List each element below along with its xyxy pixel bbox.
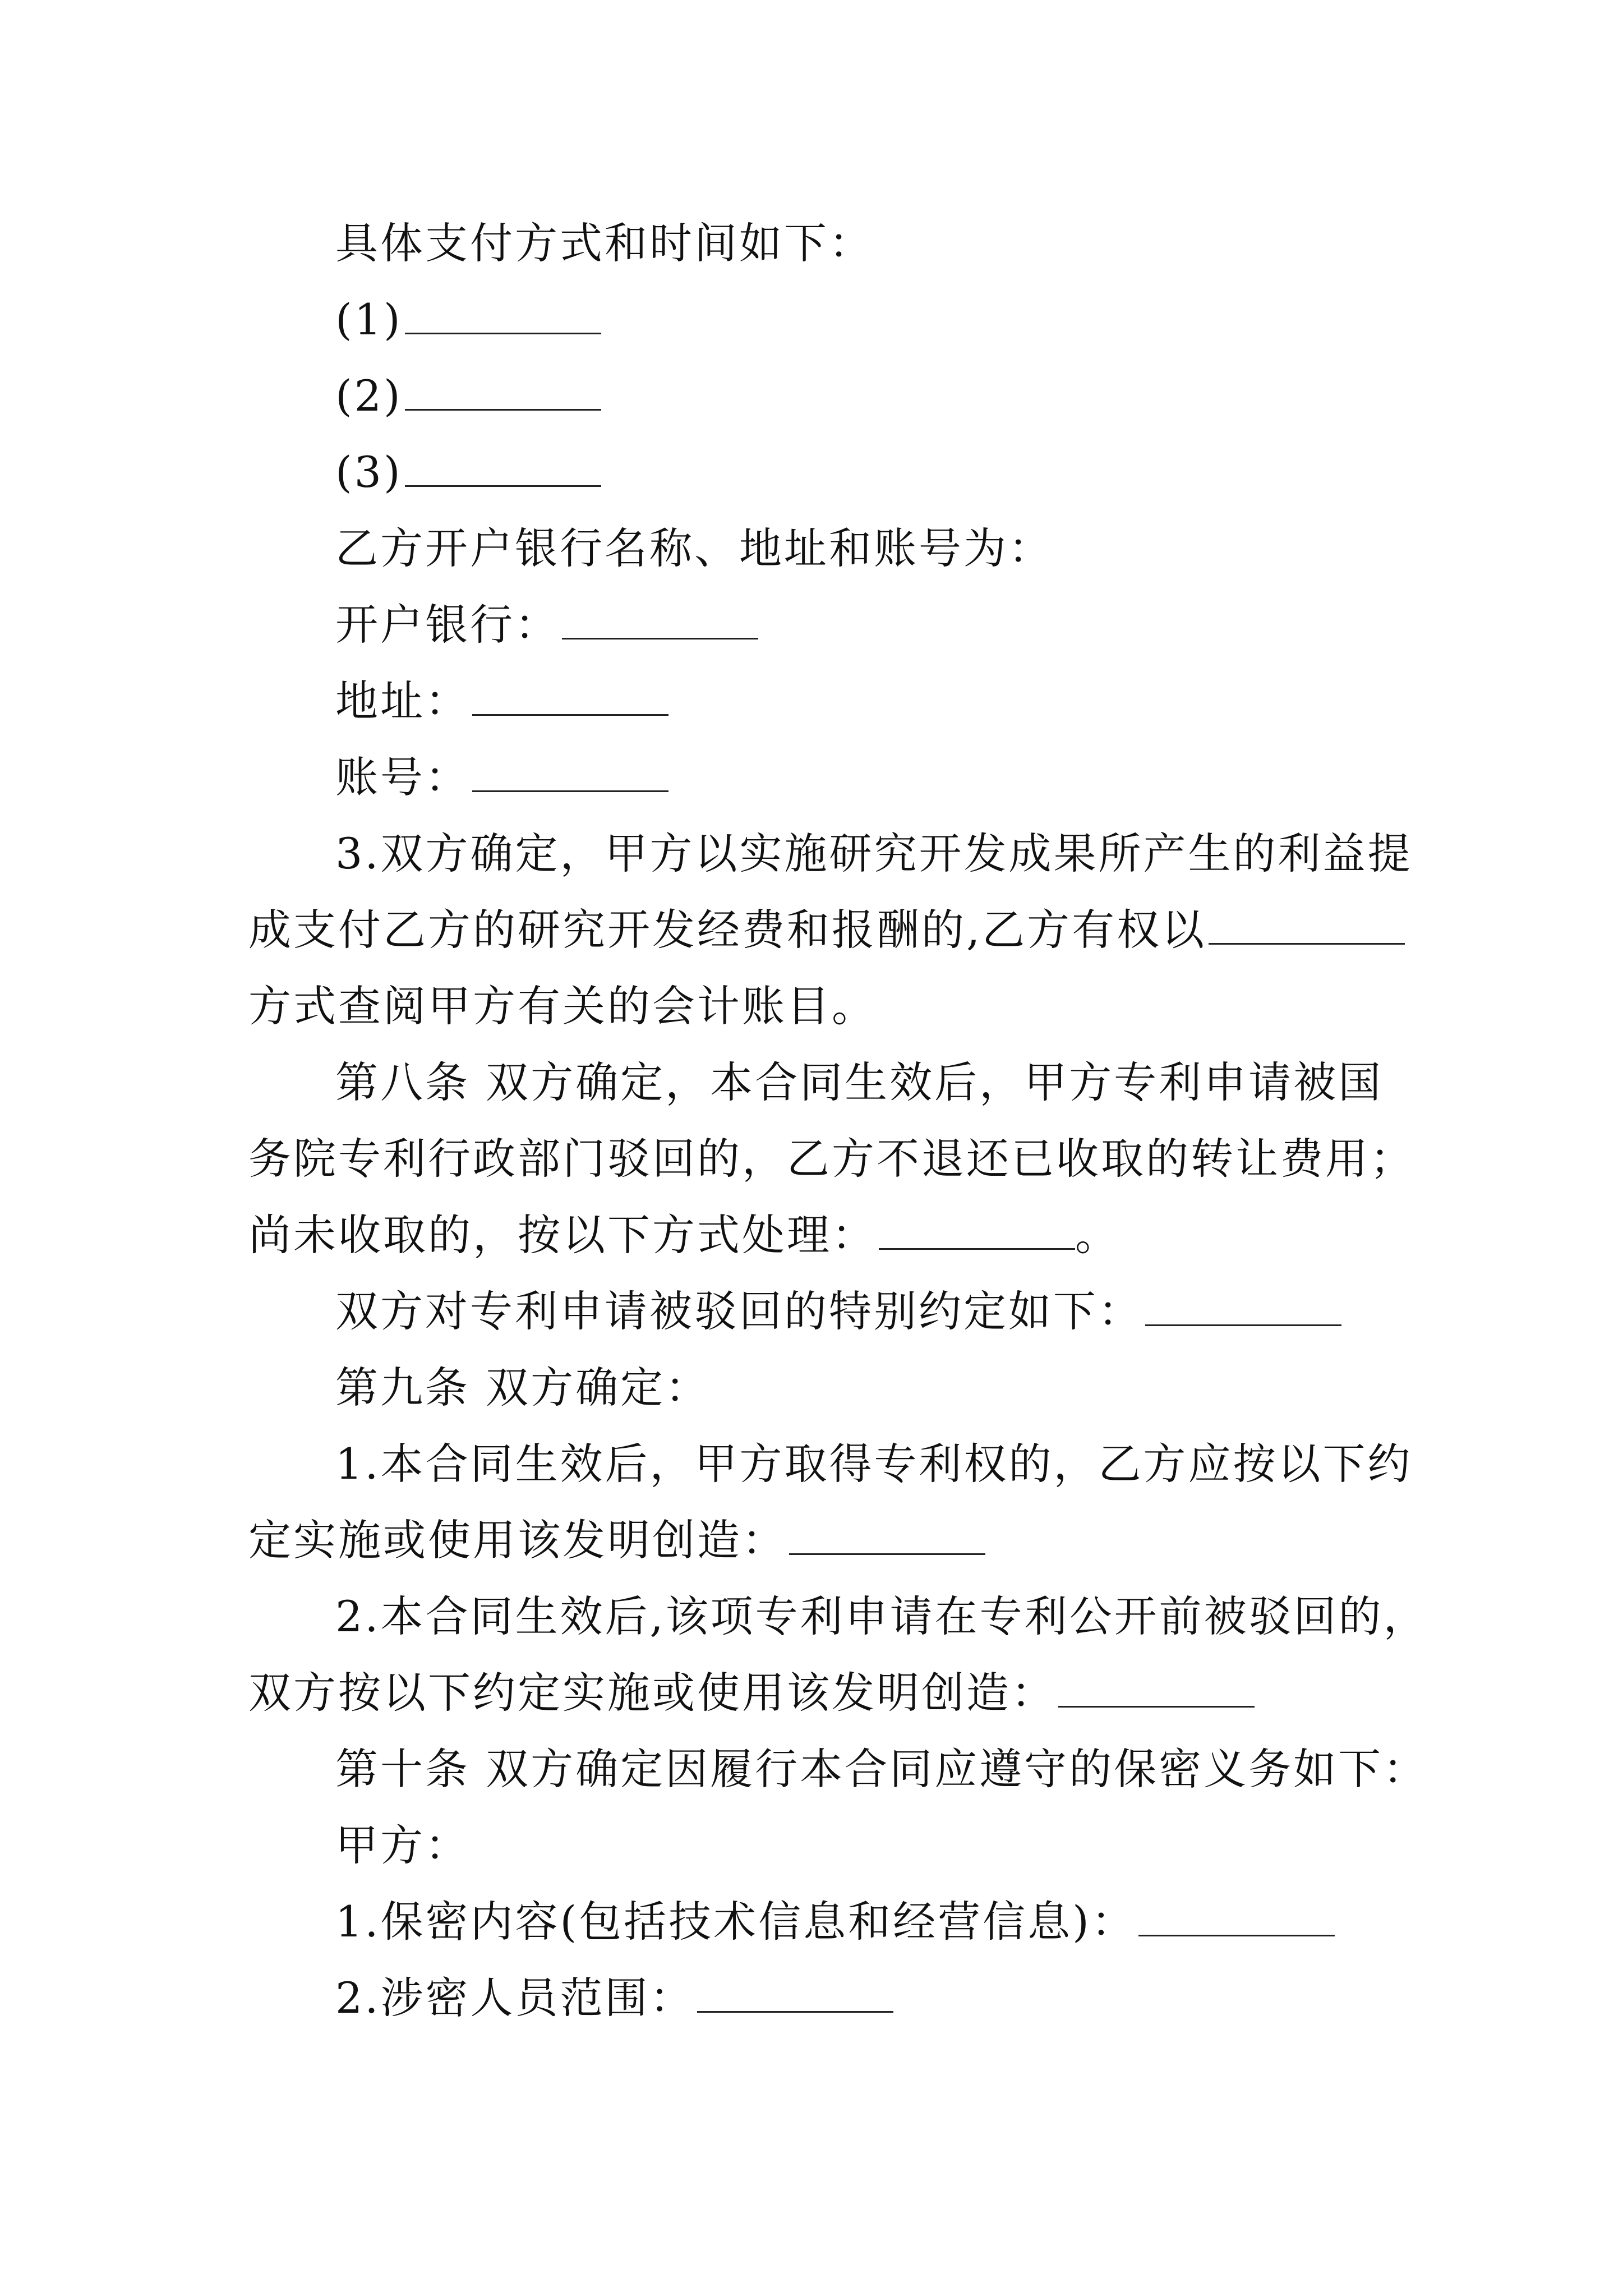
fill-blank xyxy=(405,297,601,334)
fill-blank xyxy=(472,678,668,716)
article-9-item-2-line-1: 2.本合同生效后,该项专利申请在专利公开前被驳回的， xyxy=(335,1591,1428,1641)
clause-3-line-3: 方式查阅甲方有关的会计账目。 xyxy=(248,981,877,1031)
fill-blank xyxy=(562,602,758,639)
party-a-label: 甲方： xyxy=(335,1820,470,1870)
clause-3-line-1: 3.双方确定，甲方以实施研究开发成果所产生的利益提 xyxy=(335,829,1413,878)
fill-blank xyxy=(405,449,601,487)
article-9-item-2-line-2: 双方按以下约定实施或使用该发明创造： xyxy=(248,1665,1255,1721)
rejection-special-terms: 双方对专利申请被驳回的特别约定如下： xyxy=(335,1283,1341,1340)
article-9-item-1-line-2: 定实施或使用该发明创造： xyxy=(248,1512,985,1568)
fill-blank xyxy=(1145,1289,1341,1326)
bank-name-line: 开户银行： xyxy=(335,597,758,653)
article-8-line-2: 务院专利行政部门驳回的，乙方不退还已收取的转让费用； xyxy=(248,1134,1415,1184)
payment-method-heading: 具体支付方式和时间如下： xyxy=(335,218,874,268)
article-8-line-3: 尚未收取的，按以下方式处理： 。 xyxy=(248,1210,1120,1260)
payment-item-1: (1) xyxy=(335,292,601,348)
fill-blank xyxy=(405,373,601,411)
fill-blank xyxy=(1209,907,1405,945)
fill-blank xyxy=(1138,1899,1335,1936)
article-9-item-1-line-1: 1.本合同生效后，甲方取得专利权的，乙方应按以下约 xyxy=(335,1439,1413,1489)
fill-blank xyxy=(697,1975,893,2013)
confidential-personnel-line: 2.涉密人员范围： xyxy=(335,1970,893,2026)
fill-blank xyxy=(879,1212,1075,1250)
article-9-heading: 第九条 双方确定： xyxy=(335,1363,711,1412)
payment-item-2: (2) xyxy=(335,368,601,424)
fill-blank xyxy=(1058,1670,1255,1708)
article-8-line-1: 第八条 双方确定，本合同生效后，甲方专利申请被国 xyxy=(335,1057,1384,1107)
fill-blank xyxy=(789,1517,985,1555)
confidential-content-line: 1.保密内容(包括技术信息和经营信息)： xyxy=(335,1894,1335,1950)
bank-account-line: 账号： xyxy=(335,749,668,806)
fill-blank xyxy=(472,754,668,792)
clause-3-line-2: 成支付乙方的研究开发经费和报酬的,乙方有权以 xyxy=(248,902,1405,958)
bank-info-heading: 乙方开户银行名称、地址和账号为： xyxy=(335,523,1053,573)
bank-address-line: 地址： xyxy=(335,673,668,729)
article-10-heading: 第十条 双方确定因履行本合同应遵守的保密义务如下： xyxy=(335,1744,1428,1794)
payment-item-3: (3) xyxy=(335,444,601,500)
